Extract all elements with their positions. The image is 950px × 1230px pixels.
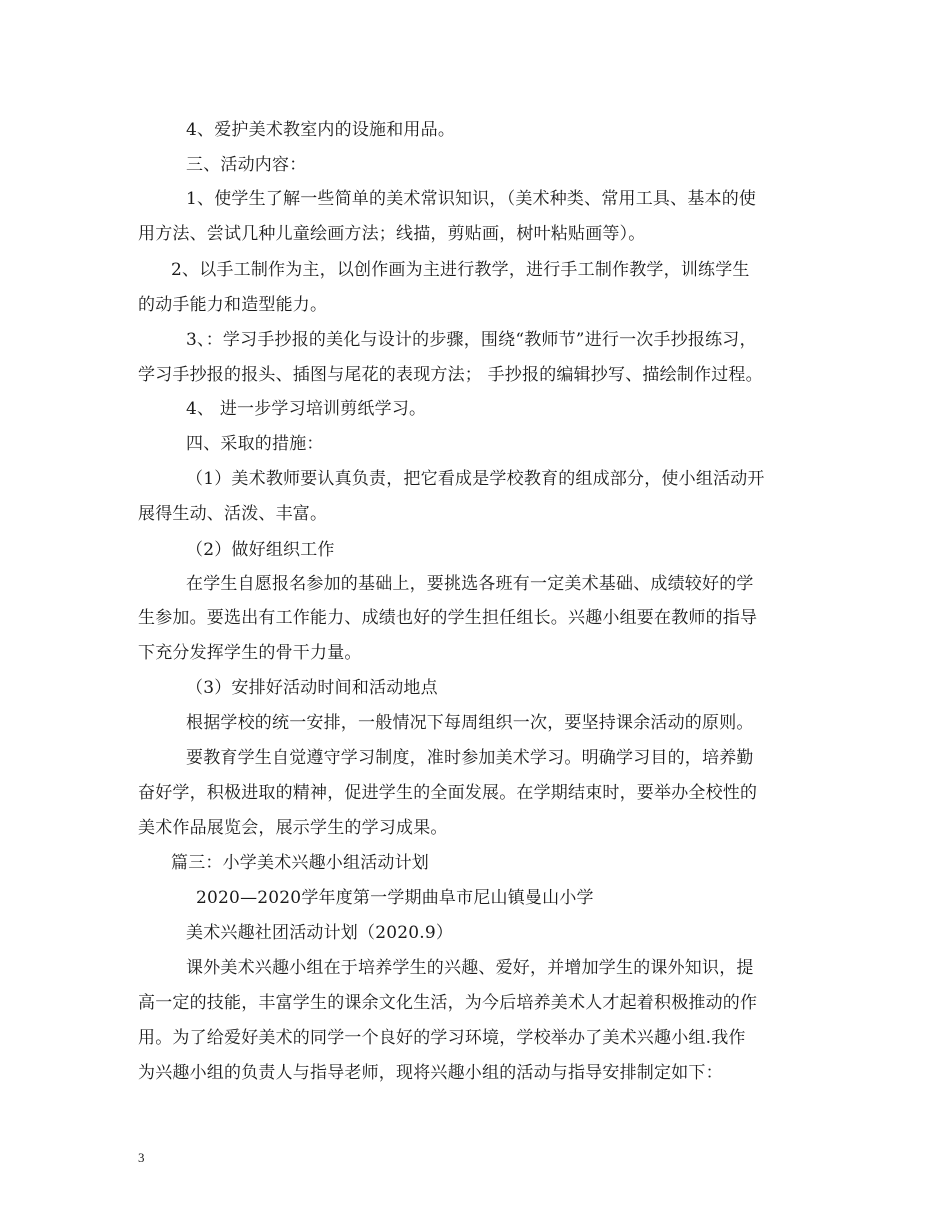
text-line: 2、以手工制作为主，以创作画为主进行教学，进行手工制作教学，训练学生 — [171, 260, 750, 280]
text-line: 4、爱护美术教室内的设施和用品。 — [186, 120, 456, 140]
text-line: 下充分发挥学生的骨干力量。 — [138, 643, 362, 663]
text-line: 高一定的技能，丰富学生的课余文化生活，为今后培养美术人才起着积极推动的作 — [138, 993, 758, 1013]
text-line: 奋好学，积极进取的精神，促进学生的全面发展。在学期结束时，要举办全校性的 — [138, 783, 758, 803]
section-heading: 三、活动内容： — [186, 155, 307, 175]
text-line: 课外美术兴趣小组在于培养学生的兴趣、爱好，并增加学生的课外知识，提 — [186, 958, 754, 978]
article-title: 篇三：小学美术兴趣小组活动计划 — [171, 853, 429, 873]
text-line: 美术作品展览会，展示学生的学习成果。 — [138, 818, 448, 838]
subsection-heading: （3）安排好活动时间和活动地点 — [186, 678, 438, 698]
text-line: 用。为了给爱好美术的同学一个良好的学习环境，学校举办了美术兴趣小组.我作 — [138, 1028, 746, 1048]
section-heading: 四、采取的措施： — [186, 434, 324, 454]
text-line: 在学生自愿报名参加的基础上，要挑选各班有一定美术基础、成绩较好的学 — [186, 574, 754, 594]
article-subtitle: 2020—2020学年度第一学期曲阜市尼山镇曼山小学 — [196, 888, 594, 908]
page-number: 3 — [138, 1150, 145, 1165]
text-line: 的动手能力和造型能力。 — [138, 295, 328, 315]
text-line: 生参加。要选出有工作能力、成绩也好的学生担任组长。兴趣小组要在教师的指导 — [138, 608, 758, 628]
text-line: 1、使学生了解一些简单的美术常识知识，（美术种类、常用工具、基本的使 — [186, 189, 757, 209]
text-line: （1）美术教师要认真负责，把它看成是学校教育的组成部分，使小组活动开 — [186, 469, 765, 489]
text-line: 为兴趣小组的负责人与指导老师，现将兴趣小组的活动与指导安排制定如下： — [138, 1063, 723, 1083]
text-line: 4、 进一步学习培训剪纸学习。 — [186, 399, 427, 419]
article-subtitle: 美术兴趣社团活动计划（2020.9） — [186, 923, 454, 943]
text-line: 要教育学生自觉遵守学习制度，准时参加美术学习。明确学习目的，培养勤 — [186, 748, 754, 768]
text-line: 用方法、尝试几种儿童绘画方法；线描，剪贴画，树叶粘贴画等）。 — [138, 224, 646, 244]
text-line: 根据学校的统一安排，一般情况下每周组织一次，要坚持课余活动的原则。 — [186, 713, 754, 733]
text-line: 3、：学习手抄报的美化与设计的步骤，围绕“教师节”进行一次手抄报练习， — [186, 330, 757, 350]
text-line: 学习手抄报的报头、插图与尾花的表现方法； 手抄报的编辑抄写、描绘制作过程。 — [138, 365, 763, 385]
subsection-heading: （2）做好组织工作 — [186, 540, 335, 560]
text-line: 展得生动、活泼、丰富。 — [138, 504, 328, 524]
